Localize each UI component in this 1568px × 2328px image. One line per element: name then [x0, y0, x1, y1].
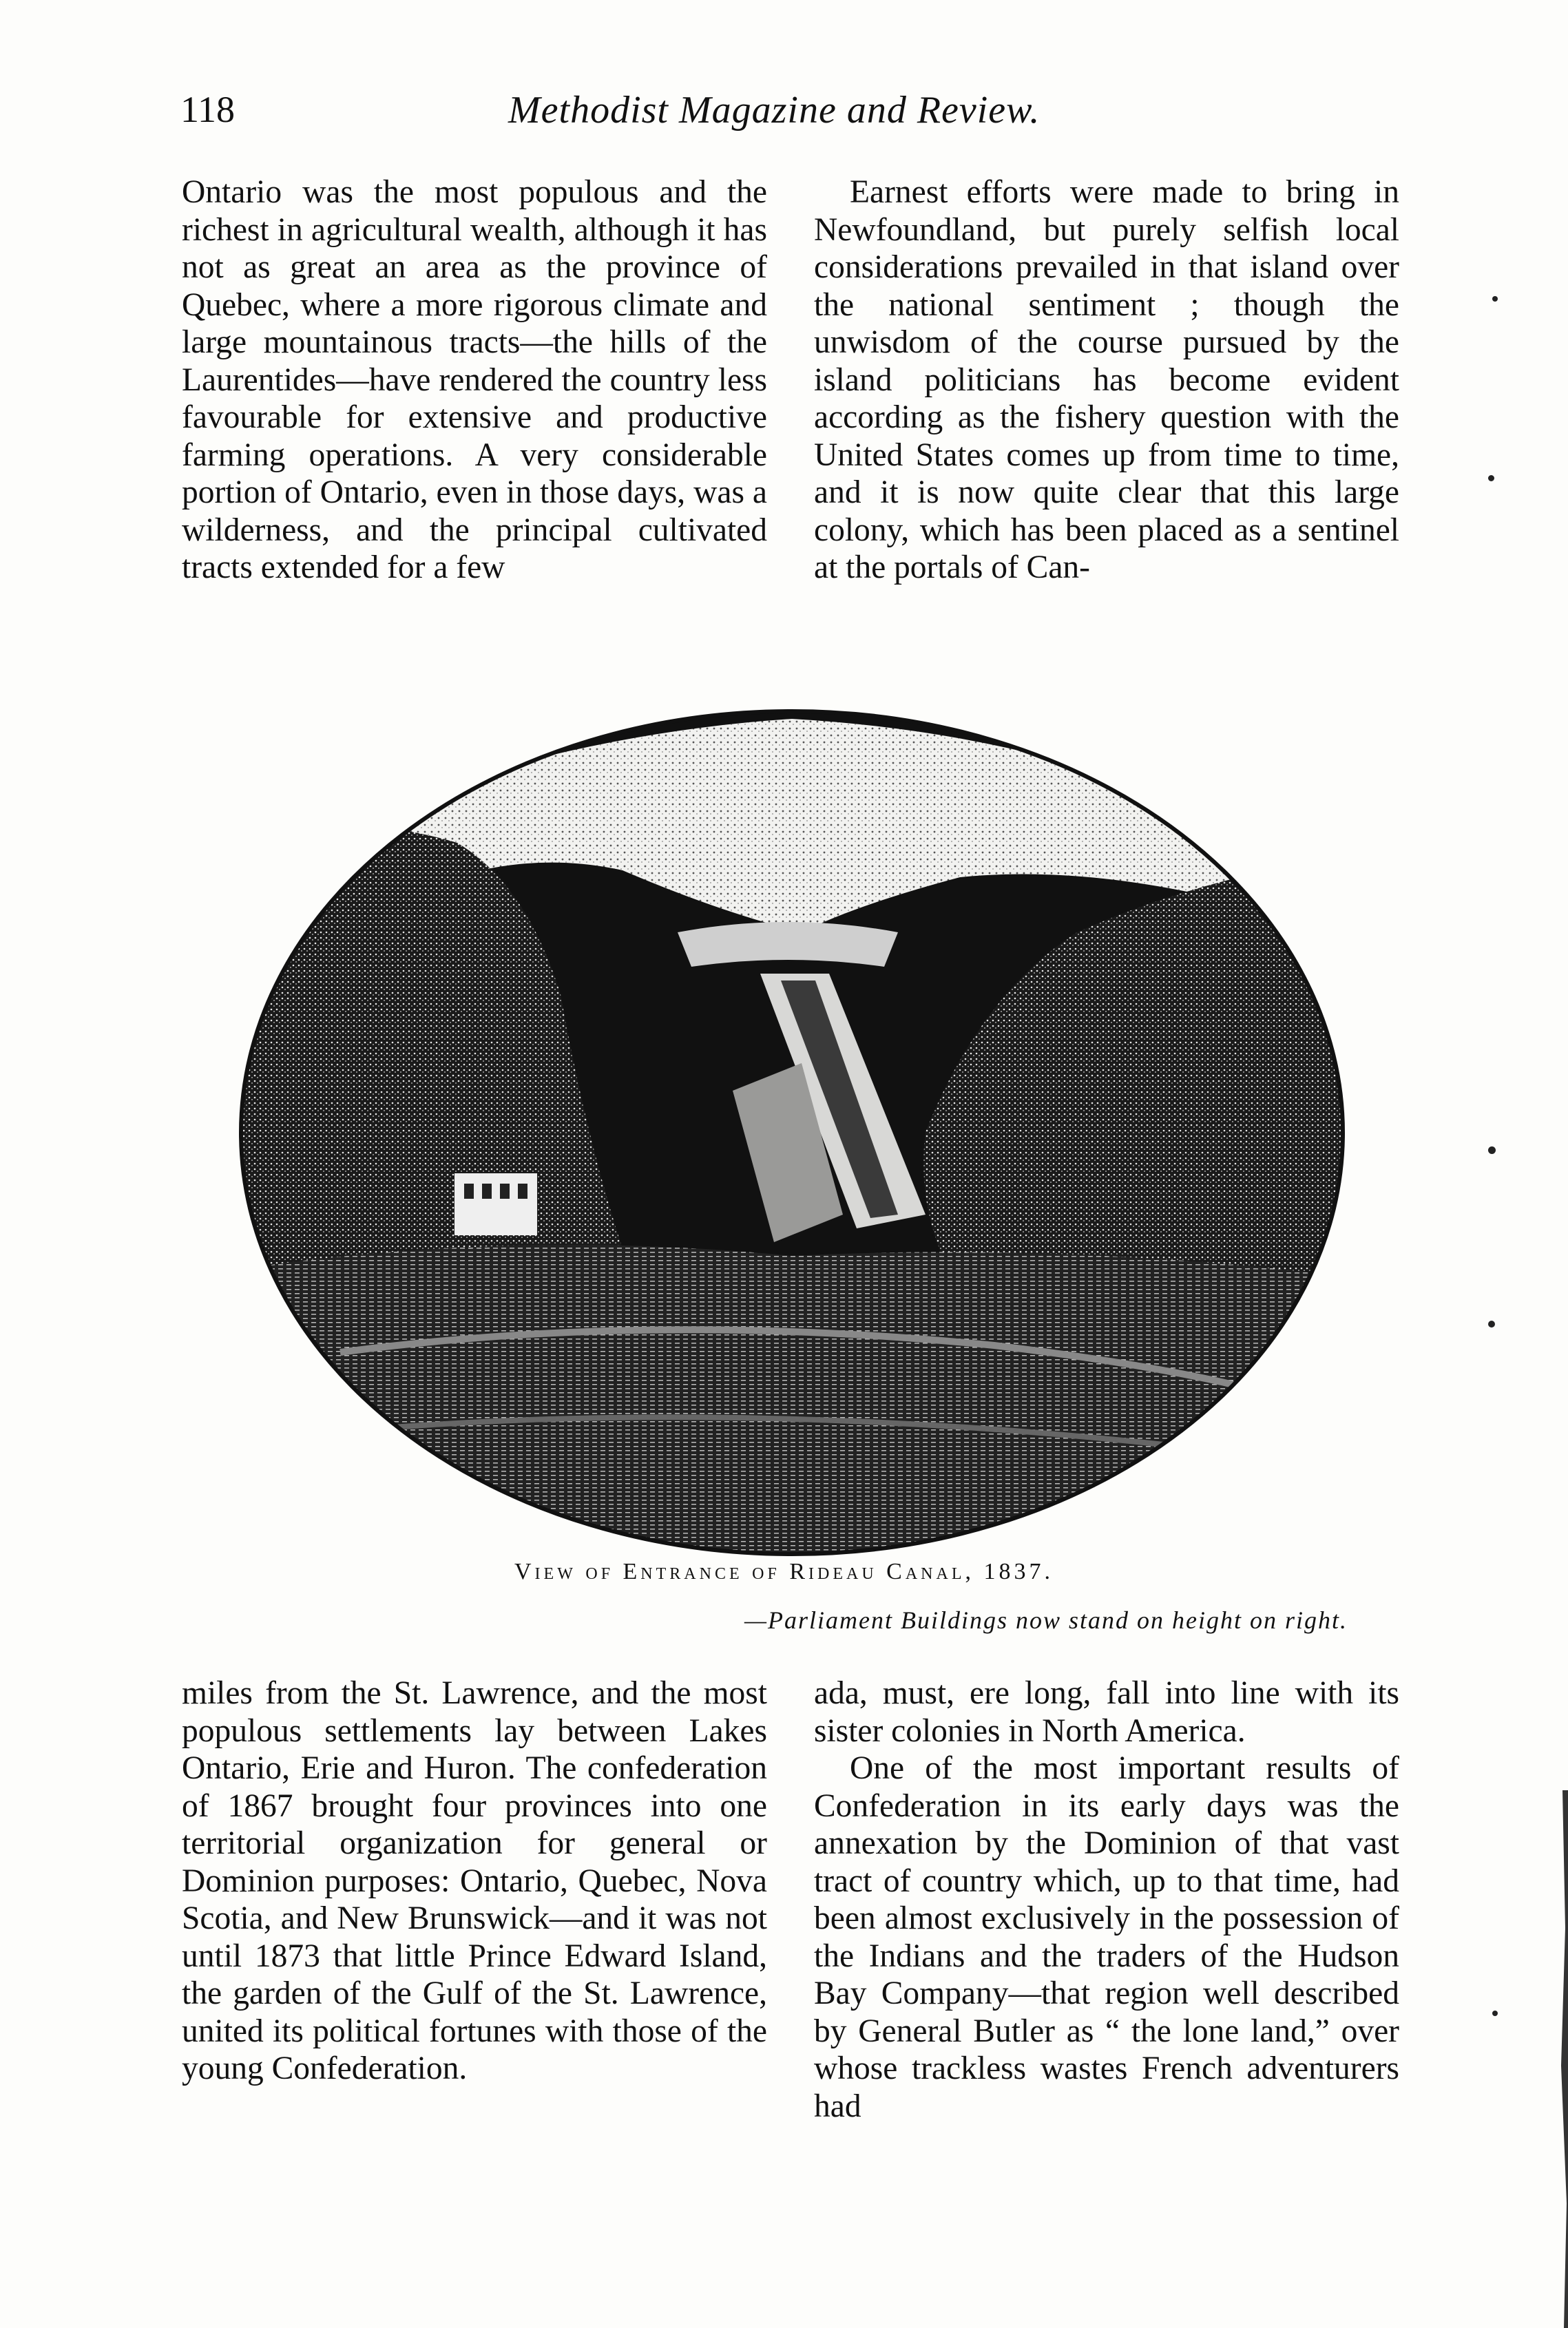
paragraph-confederation: miles from the St. Lawrence, and the most populous settlements lay between Lakes Ontario, Erie and Huron. The confederation of 1867 brought four provinces into one territorial organization for general or Dominion purposes: Ontario, Quebec, Nova Scotia, and New Brunswick—and it was not until 1873 that little Prince Edward Island, the garden of the Gulf of the St. Lawrence, united its political fortunes with those of the young Confederation.	[182, 1675, 767, 2086]
column-bottom-right	[814, 1675, 1399, 2125]
paragraph-continuation: ada, must, ere long, fall into line with its sister colonies in North America.	[814, 1675, 1399, 1749]
page-number: 118	[180, 89, 235, 130]
running-head	[0, 88, 1568, 136]
column-top-left	[182, 174, 767, 587]
figure-caption-note: —Parliament Buildings now stand on height on right.	[744, 1606, 1348, 1634]
engraving-rideau-canal	[237, 705, 1347, 1560]
paragraph-annexation: One of the most important results of Confederation in its early days was the annexation by the Dominion of that vast tract of country which, up to that time, had been almost exclusively in the possession of the Indians and the traders of the Hudson Bay Company—that region well described by General Butler as “ the lone land,” over whose trackless wastes French adventurers had	[814, 1750, 1399, 2124]
paragraph-ontario: Ontario was the most populous and the richest in agricultural wealth, although it has not as great an area as the province of Quebec, where a more rigorous climate and large mountainous tracts—the hills of the Laurentides—have rendered the country less favourable for extensive and productive farming operations. A very considerable portion of Ontario, even in those days, was a wilderness, and the principal cultivated tracts extended for a few	[182, 174, 767, 585]
journal-title: Methodist Magazine and Review.	[508, 89, 1041, 132]
column-bottom-left	[182, 1675, 767, 2088]
figure-caption-title: View of Entrance of Rideau Canal, 1837.	[514, 1559, 1054, 1584]
paragraph-newfoundland: Earnest efforts were made to bring in Newfoundland, but purely selfish local considerations prevailed in that island over the national sentiment ; though the unwisdom of the course pursued by the island politicians has become evident according as the fishery question with the United States comes up from time to time, and it is now quite clear that this large colony, which has been placed as a sentinel at the portals of Can-	[814, 174, 1399, 585]
margin-specks	[1485, 0, 1547, 2328]
scan-edge-mark	[1547, 1790, 1568, 2328]
column-top-right	[814, 174, 1399, 587]
engraving-illustration	[237, 705, 1347, 1560]
